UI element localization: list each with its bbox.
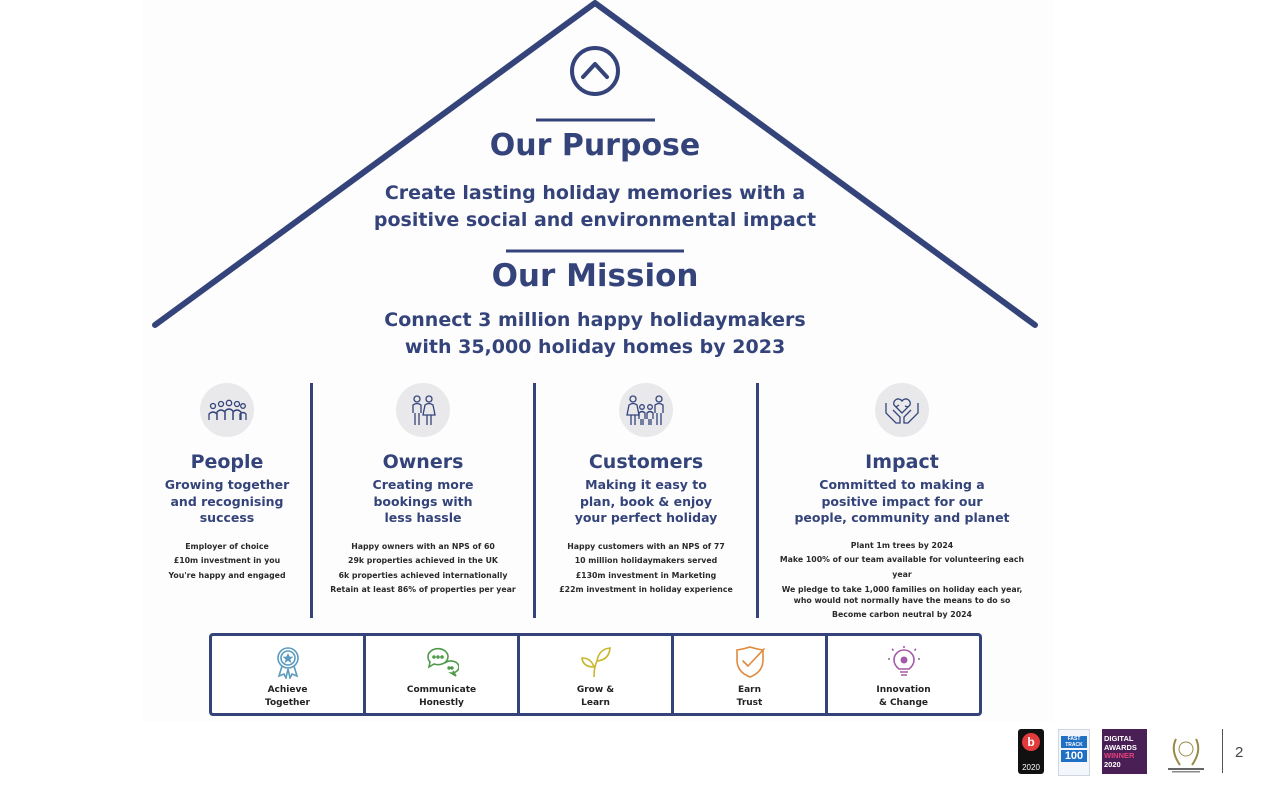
pillar-title: Impact bbox=[865, 451, 939, 473]
goal-item: Happy customers with an NPS of 77 bbox=[567, 541, 725, 551]
goal-item: Plant 1m trees by 2024 bbox=[850, 540, 954, 550]
pillar-goals bbox=[772, 539, 1032, 623]
value-innovation-change bbox=[828, 636, 979, 713]
award-badge-british-travel-awards bbox=[1162, 729, 1210, 774]
goal-item: Happy owners with an NPS of 60 bbox=[351, 541, 495, 551]
goal-item: Employer of choice bbox=[185, 541, 269, 551]
purpose-statement: Create lasting holiday memories with a positive social and environmental impact bbox=[373, 182, 817, 231]
pillar-subtitle: Making it easy to plan, book & enjoy your perfect holiday bbox=[574, 477, 718, 525]
pillar-impact bbox=[772, 383, 1032, 623]
award-badge-fast-track: FAST TRACK 100 bbox=[1058, 729, 1090, 776]
pillar-title: Owners bbox=[382, 451, 464, 473]
pillar-title: Customers bbox=[588, 451, 704, 473]
footer-divider bbox=[1222, 729, 1223, 773]
value-label: Grow & Learn bbox=[576, 685, 615, 708]
sprout-leaf-icon bbox=[579, 645, 613, 679]
award-badge-b: b 2020 bbox=[1018, 729, 1044, 774]
pillar-goals bbox=[550, 540, 742, 598]
pillar-subtitle: Growing together and recognising success bbox=[164, 477, 290, 525]
lightbulb-icon bbox=[887, 645, 921, 679]
goal-item: 6k properties achieved internationally bbox=[338, 570, 508, 580]
pillar-title: People bbox=[190, 451, 264, 473]
column-divider bbox=[533, 383, 536, 618]
value-label: Earn Trust bbox=[736, 685, 763, 708]
goal-item: You're happy and engaged bbox=[168, 570, 286, 580]
value-label: Innovation & Change bbox=[876, 685, 931, 708]
pillar-customers bbox=[550, 383, 742, 598]
mission-statement: Connect 3 million happy holidaymakers with 35,000 holiday homes by 2023 bbox=[384, 309, 806, 358]
column-divider bbox=[756, 383, 759, 618]
speech-bubbles-icon bbox=[425, 645, 459, 679]
badge-logo-icon: b bbox=[1022, 733, 1040, 751]
goal-item: 29k properties achieved in the UK bbox=[348, 556, 498, 565]
value-label: Communicate Honestly bbox=[406, 685, 477, 708]
company-values bbox=[209, 633, 982, 716]
pillar-subtitle: Committed to making a positive impact for our people, community and planet bbox=[794, 477, 1010, 525]
pillar-goals bbox=[326, 540, 520, 598]
pillar-subtitle: Creating more bookings with less hassle bbox=[372, 477, 474, 525]
shield-check-icon bbox=[733, 645, 767, 679]
goal-item: We pledge to take 1,000 families on holiday each year, bbox=[781, 585, 1023, 594]
home-logo-icon bbox=[572, 48, 618, 94]
family-icon bbox=[619, 383, 673, 437]
goal-item: Become carbon neutral by 2024 bbox=[832, 610, 972, 619]
owners-couple-icon bbox=[396, 383, 450, 437]
goal-item: £22m investment in holiday experience bbox=[559, 585, 733, 594]
page-number: 2 bbox=[1235, 744, 1244, 761]
goal-item: Retain at least 86% of properties per year bbox=[330, 585, 516, 594]
rosette-star-icon bbox=[271, 645, 305, 679]
pillar-goals bbox=[147, 540, 307, 584]
goal-item: who would not normally have the means to do so bbox=[793, 596, 1011, 605]
pillar-people bbox=[147, 383, 307, 583]
goal-item: Make 100% of our team available for volunteering each year bbox=[779, 555, 1025, 579]
value-label: Achieve Together bbox=[265, 685, 310, 708]
purpose-title: Our Purpose bbox=[489, 128, 701, 163]
value-achieve-together bbox=[212, 636, 366, 713]
goal-item: £10m investment in you bbox=[173, 556, 281, 565]
award-badge-digital-awards: DIGITAL AWARDS WINNER 2020 bbox=[1102, 729, 1147, 774]
laurel-wreath-icon bbox=[1162, 729, 1210, 774]
value-earn-trust bbox=[674, 636, 828, 713]
value-communicate-honestly bbox=[366, 636, 520, 713]
goal-item: £130m investment in Marketing bbox=[575, 570, 717, 580]
mission-title: Our Mission bbox=[491, 258, 699, 294]
column-divider bbox=[310, 383, 313, 618]
hands-heart-icon bbox=[875, 383, 929, 437]
people-group-icon bbox=[200, 383, 254, 437]
pillar-owners bbox=[326, 383, 520, 598]
value-grow-learn bbox=[520, 636, 674, 713]
goal-item: 10 million holidaymakers served bbox=[574, 556, 718, 565]
